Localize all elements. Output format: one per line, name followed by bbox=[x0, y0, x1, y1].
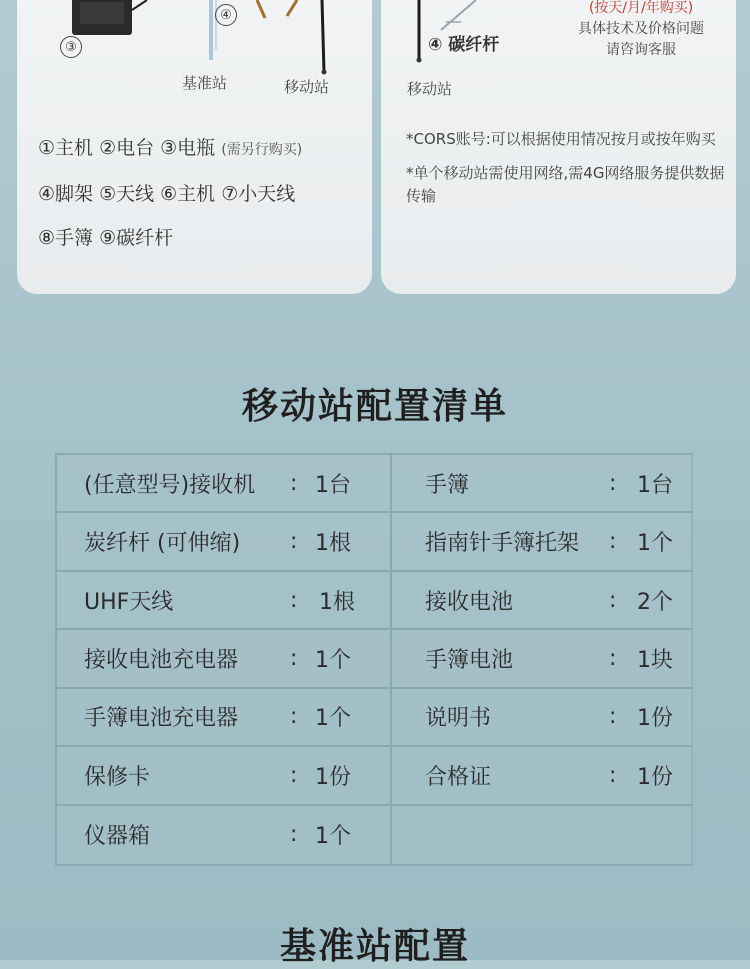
table-cell bbox=[57, 747, 392, 805]
item-name: (任意型号)接收机 bbox=[84, 472, 256, 498]
item-colon: : bbox=[290, 645, 298, 671]
parts-row-text: ①主机 ②电台 ③电瓶 bbox=[38, 137, 216, 159]
table-cell bbox=[392, 455, 693, 513]
table-cell bbox=[57, 630, 392, 688]
table-cell bbox=[57, 572, 392, 630]
item-colon: : bbox=[609, 645, 617, 671]
badge-3: ③ bbox=[60, 36, 82, 58]
item-colon: : bbox=[609, 762, 617, 788]
price-note-line2: 具体技术及价格问题 bbox=[578, 21, 704, 37]
item-colon: : bbox=[290, 704, 298, 730]
item-colon: : bbox=[290, 470, 298, 496]
table-cell bbox=[392, 513, 693, 571]
carbon-rod-label: ④ 碳纤杆 bbox=[428, 35, 500, 55]
item-colon: : bbox=[609, 587, 617, 613]
parts-row-3 bbox=[38, 216, 302, 260]
item-qty: 1份 bbox=[637, 764, 673, 790]
cors-note-2: *单个移动站需使用网络,需4G网络服务提供数据传输 bbox=[406, 164, 725, 205]
mobile-station-label: 移动站 bbox=[284, 78, 330, 96]
equipment-card-right bbox=[381, 0, 736, 294]
parts-list bbox=[38, 126, 302, 260]
item-qty: 1根 bbox=[319, 589, 355, 615]
table-cell bbox=[392, 689, 693, 747]
mobile-station-label-right: 移动站 bbox=[407, 80, 453, 98]
table-cell bbox=[57, 689, 392, 747]
item-qty: 1份 bbox=[637, 706, 673, 732]
item-name: 接收电池充电器 bbox=[84, 647, 239, 673]
parts-row-text: ⑧手簿 ⑨碳纤杆 bbox=[38, 227, 174, 249]
item-colon: : bbox=[609, 704, 617, 730]
item-qty: 1个 bbox=[315, 647, 351, 673]
table-cell-empty bbox=[392, 806, 693, 864]
base-station-label: 基准站 bbox=[182, 74, 228, 92]
item-name: 手簿电池 bbox=[425, 647, 514, 673]
parts-row-1 bbox=[38, 126, 302, 172]
tripod-illustration bbox=[237, 0, 347, 80]
item-name: 炭纤杆 (可伸缩) bbox=[84, 531, 241, 557]
item-name: 仪器箱 bbox=[84, 824, 151, 850]
base-station-config-title: 基准站配置 bbox=[279, 926, 470, 967]
item-name: 指南针手簿托架 bbox=[425, 531, 580, 557]
item-colon: : bbox=[609, 529, 617, 555]
item-name: 保修卡 bbox=[84, 764, 151, 790]
item-colon: : bbox=[290, 822, 298, 848]
item-name: 合格证 bbox=[425, 764, 492, 790]
item-colon: : bbox=[609, 470, 617, 496]
item-colon: : bbox=[290, 587, 298, 613]
config-table bbox=[55, 453, 693, 866]
cors-notes bbox=[406, 128, 726, 219]
table-cell bbox=[57, 513, 392, 571]
item-name: 说明书 bbox=[425, 706, 492, 732]
parts-row-text: ④脚架 ⑤天线 ⑥主机 ⑦小天线 bbox=[38, 183, 296, 205]
item-qty: 1份 bbox=[315, 764, 351, 790]
table-cell bbox=[392, 630, 693, 688]
item-qty: 2个 bbox=[637, 589, 673, 615]
equipment-card-left bbox=[17, 0, 372, 294]
item-name: 手簿 bbox=[425, 472, 470, 498]
item-name: 接收电池 bbox=[425, 589, 514, 615]
parts-row-note: (需另行购买) bbox=[221, 142, 303, 158]
price-note-line1: (按天/月/年购买) bbox=[588, 0, 694, 16]
item-qty: 1个 bbox=[315, 824, 351, 850]
badge-4: ④ bbox=[215, 4, 237, 26]
item-qty: 1根 bbox=[315, 531, 351, 557]
item-name: UHF天线 bbox=[84, 589, 174, 615]
table-cell bbox=[392, 572, 693, 630]
item-qty: 1台 bbox=[315, 472, 351, 498]
cors-note-1: *CORS账号:可以根据使用情况按月或按年购买 bbox=[406, 130, 716, 148]
table-cell bbox=[57, 806, 392, 864]
item-qty: 1台 bbox=[637, 472, 673, 498]
item-colon: : bbox=[290, 529, 298, 555]
table-cell bbox=[392, 747, 693, 805]
item-qty: 1个 bbox=[315, 706, 351, 732]
price-note bbox=[561, 0, 721, 61]
item-colon: : bbox=[290, 762, 298, 788]
item-qty: 1个 bbox=[637, 531, 673, 557]
item-qty: 1块 bbox=[637, 647, 673, 673]
parts-row-2 bbox=[38, 172, 302, 216]
item-name: 手簿电池充电器 bbox=[84, 706, 239, 732]
mobile-station-config-title: 移动站配置清单 bbox=[241, 386, 508, 427]
price-note-line3: 请咨询客服 bbox=[606, 42, 676, 58]
table-cell bbox=[57, 455, 392, 513]
